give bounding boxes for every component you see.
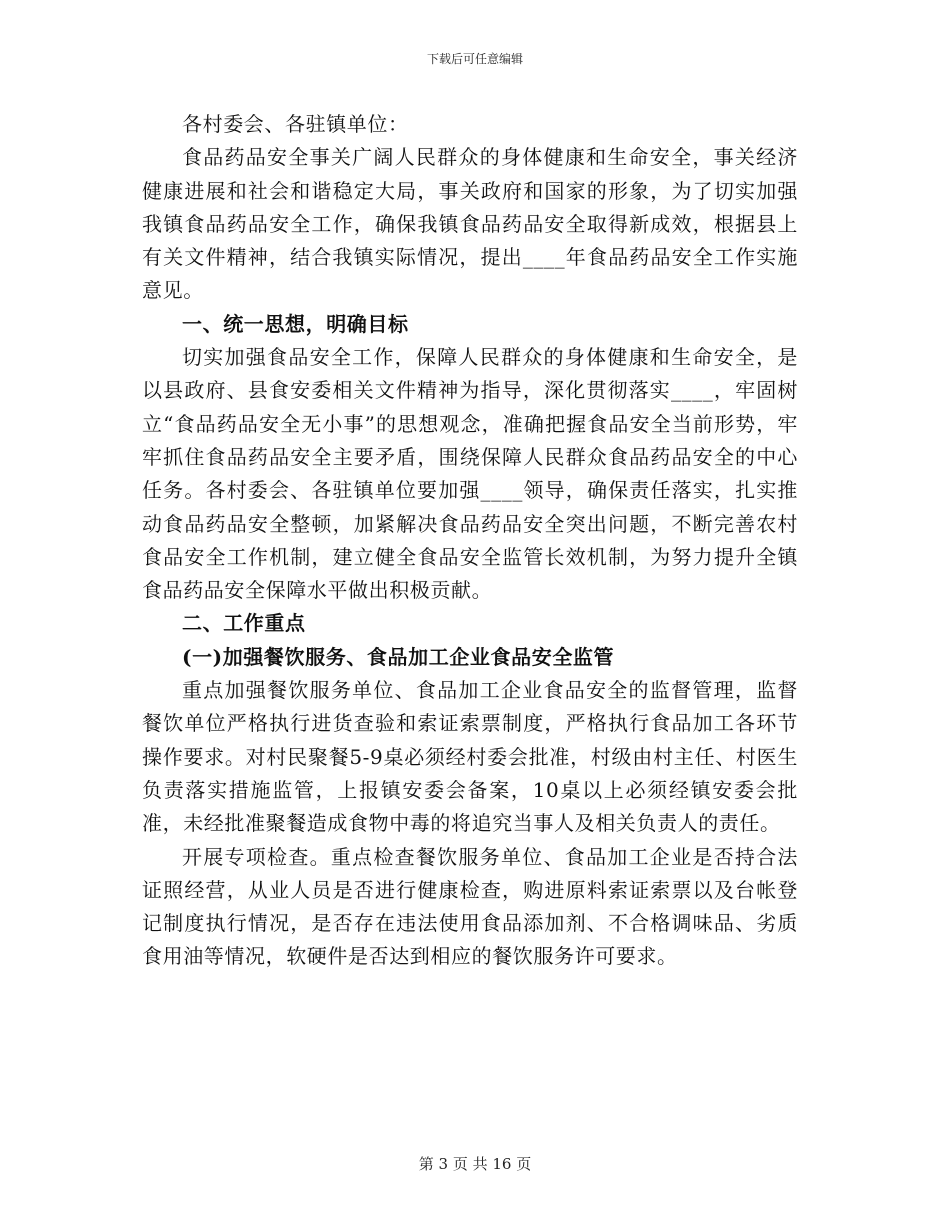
salutation: 各村委会、各驻镇单位： — [182, 112, 409, 136]
intro-paragraph: 食品药品安全事关广阔人民群众的身体健康和生命安全，事关经济健康进展和社会和谐稳定大局，事关政府和国家的形象，为了切实加强我镇食品药品安全工作，确保我镇食品药品安全取得新成效，根据县上有关文件精神，结合我镇实际情况，提出____年食品药品安全工作实施意见。 — [142, 145, 798, 303]
document-body — [142, 108, 798, 974]
section-heading-1: 一、统一思想，明确目标 — [182, 311, 409, 336]
section-1-paragraph: 切实加强食品安全工作，保障人民群众的身体健康和生命安全，是以县政府、县食安委相关文件精神为指导，深化贯彻落实____，牢固树立“食品药品安全无小事”的思想观念，准确把握食品安全当前形势，牢牢抓住食品药品安全主要矛盾，围绕保障人民群众食品药品安全的中心任务。各村委会、各驻镇单位要加强____领导，确保责任落实，扎实推动食品药品安全整顿，加紧解决食品药品安全突出问题，不断完善农村食品安全工作机制，建立健全食品安全监管长效机制，为努力提升全镇食品药品安全保障水平做出积极贡献。 — [142, 345, 798, 603]
subsection-1-paragraph-1: 重点加强餐饮服务单位、食品加工企业食品安全的监督管理，监督餐饮单位严格执行进货查验和索证索票制度，严格执行食品加工各环节操作要求。对村民聚餐5-9桌必须经村委会批准，村级由村主任、村医生负责落实措施监管，上报镇安委会备案，10桌以上必须经镇安委会批准，未经批准聚餐造成食物中毒的将追究当事人及相关负责人的责任。 — [142, 678, 798, 836]
page-footer: 第 3 页 共 16 页 — [418, 1155, 532, 1173]
section-heading-2: 二、工作重点 — [182, 611, 306, 636]
subsection-1-paragraph-2: 开展专项检查。重点检查餐饮服务单位、食品加工企业是否持合法证照经营，从业人员是否进行健康检查，购进原料索证索票以及台帐登记制度执行情况，是否存在违法使用食品添加剂、不合格调味品、劣质食用油等情况，软硬件是否达到相应的餐饮服务许可要求。 — [142, 844, 798, 969]
subsection-heading-1: (一)加强餐饮服务、食品加工企业食品安全监管 — [182, 644, 615, 669]
page-header: 下载后可任意编辑 — [426, 52, 523, 66]
